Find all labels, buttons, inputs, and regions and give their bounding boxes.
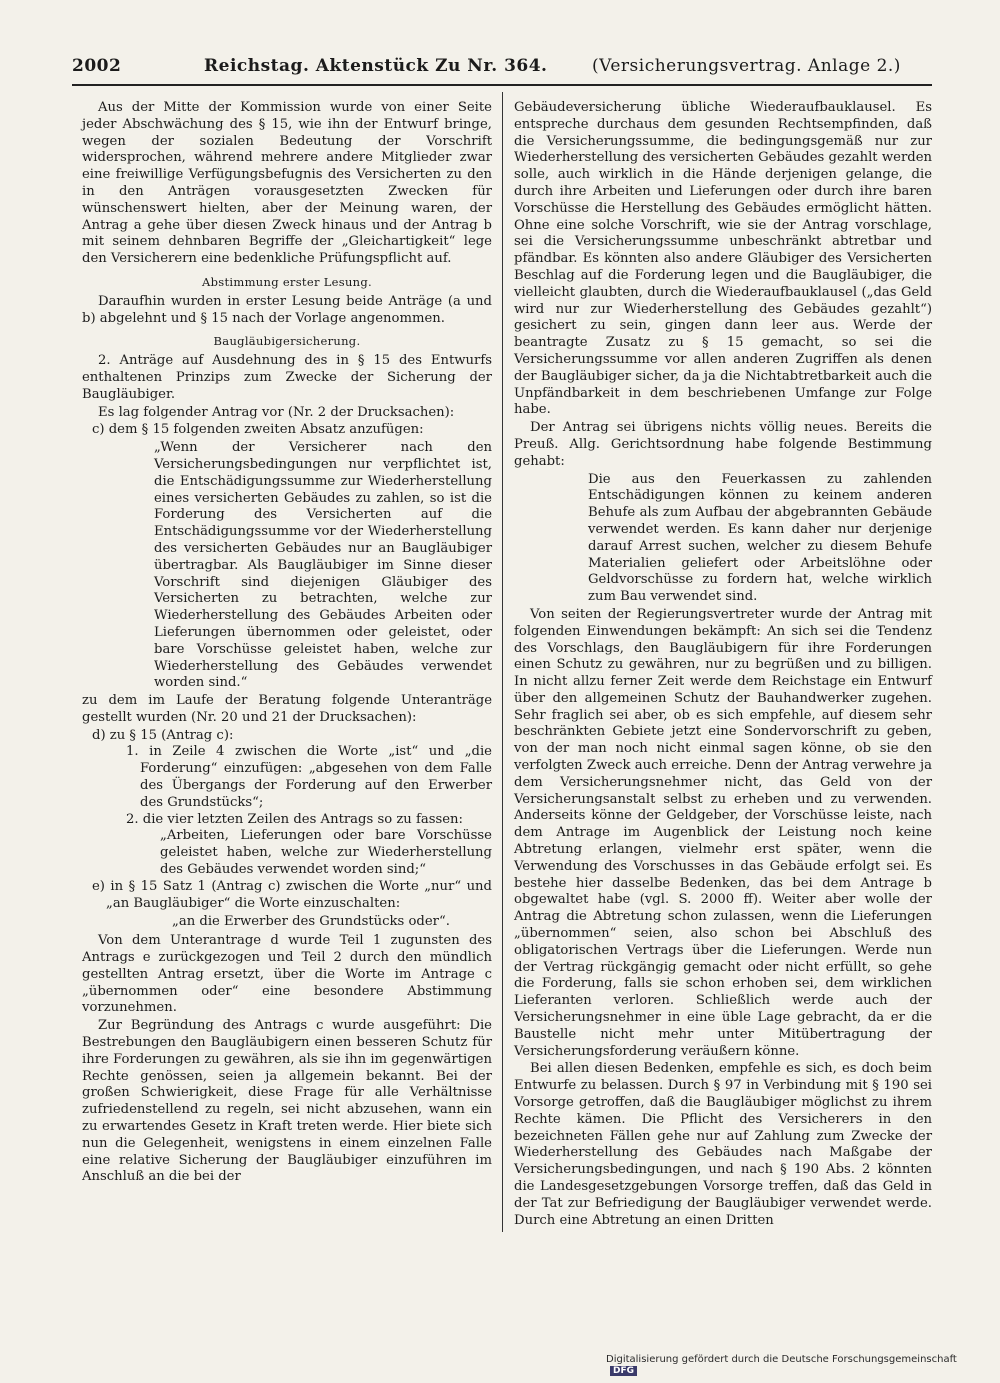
- header-rule: [72, 84, 932, 86]
- paragraph: Daraufhin wurden in erster Lesung beide Anträge (a und b) abgelehnt und § 15 nach der Vorlage angenommen.: [82, 293, 492, 326]
- paragraph: Aus der Mitte der Kommission wurde von einer Seite jeder Abschwächung des § 15, wie ihn der Entwurf bringe, wegen der sozialen Bedeutung der Vorschrift widersprochen, während mehrere andere Mitglieder zwar eine freiwillige Verfügungsbefugnis des Versicherten zu den in den Anträgen vorausgesetzten Zwecken für wünschenswert hielten, aber der Meinung waren, der Antrag a gehe über diesen Zweck hinaus und der Antrag b mit seinem dehnbaren Begriffe der „Gleichartigkeit“ lege den Versicherern eine bedenkliche Prüfungspflicht auf.: [82, 100, 492, 267]
- column-divider: [502, 92, 503, 1232]
- paragraph: Zur Begründung des Antrags c wurde ausgeführt: Die Bestrebungen den Baugläubigern einen besseren Schutz für ihre Forderungen zu gewähren, als sie ihn im gegenwärtigen Rechte genössen, seien ja allgemein bekannt. Bei der großen Schwierigkeit, diese Frage für alle Verhältnisse zufriedenstellend zu regeln, sei nicht abzusehen, wann ein zu erwartendes Gesetz in Kraft treten werde. Hier biete sich nun die Gelegenheit, wenigstens in einem einzelnen Falle eine relative Sicherung der Baugläubiger einzuführen im Anschluß an die bei der: [82, 1018, 492, 1185]
- section-heading: Baugläubigersicherung.: [213, 334, 361, 349]
- right-column: [514, 100, 932, 1230]
- section-heading: Abstimmung erster Lesung.: [202, 274, 372, 289]
- paragraph: Von dem Unterantrage d wurde Teil 1 zugunsten des Antrags e zurückgezogen und Teil 2 durch den mündlich gestellten Antrag ersetzt, über die Worte im Antrage c „übernommen oder“ eine besondere Abstimmung vorzunehmen.: [82, 933, 492, 1016]
- footer-credit: [606, 1354, 986, 1376]
- left-column: [82, 100, 492, 1187]
- motion-item: c) dem § 15 folgenden zweiten Absatz anzufügen:: [92, 422, 424, 438]
- header-subtitle: (Versicherungsvertrag. Anlage 2.): [592, 56, 901, 76]
- motion-item: e) in § 15 Satz 1 (Antrag c) zwischen die Worte „nur“ und „an Baugläubiger“ die Worte einzuschalten:: [92, 878, 492, 911]
- quoted-motion: „Wenn der Versicherer nach den Versicherungsbedingungen nur verpflichtet ist, die Entschädigungssumme zur Wiederherstellung eines versicherten Gebäudes zu zahlen, so ist die Forderung des Versicherten auf die Entschädigungssumme vor der Wiederherstellung des versicherten Gebäudes nur an Baugläubiger übertragbar. Als Baugläubiger im Sinne dieser Vorschrift sind diejenigen Gläubiger des Versicherten zu betrachten, welche zur Wiederherstellung des Gebäudes Arbeiten oder Lieferungen übernommen oder geleistet, oder bare Vorschüsse geleistet haben, welche zur Wiederherstellung des Gebäudes verwendet worden sind.“: [154, 440, 492, 691]
- paragraph: 2. Anträge auf Ausdehnung des in § 15 des Entwurfs enthaltenen Prinzips zum Zwecke der Sicherung der Baugläubiger.: [82, 353, 492, 402]
- page-header: [72, 56, 932, 84]
- dfg-logo: DFG: [610, 1366, 637, 1376]
- paragraph: Es lag folgender Antrag vor (Nr. 2 der Drucksachen):: [98, 404, 455, 420]
- paragraph: Gebäudeversicherung übliche Wiederaufbauklausel. Es entspreche durchaus dem gesunden Rechtsempfinden, daß die Versicherungssumme, die bedingungsgemäß nur zur Wiederherstellung des versicherten Gebäudes gezahlt werden solle, auch wirklich in die Hände derjenigen gelange, die durch ihre Arbeiten und Lieferungen oder durch ihre baren Vorschüsse die Herstellung des Gebäudes ermöglicht hätten. Ohne eine solche Vorschrift, wie sie der Antrag vorschlage, sei die Versicherungssumme unbeschränkt abtretbar und pfändbar. Es könnten also andere Gläubiger des Versicherten Beschlag auf die Forderung legen und die Baugläubiger, die vielleicht glaubten, durch die Wiederaufbauklausel („das Geld wird nur zur Wiederherstellung des Gebäudes gezahlt“) gesichert zu sein, gingen dann leer aus. Werde der beantragte Zusatz zu § 15 gemacht, so sei die Versicherungssumme vor allen anderen Zugriffen als denen der Baugläubiger sicher, da ja die Nichtabtretbarkeit auch die Unpfändbarkeit in dem beschriebenen Umfange zur Folge habe.: [514, 100, 932, 418]
- paragraph: zu dem im Laufe der Beratung folgende Unteranträge gestellt wurden (Nr. 20 und 21 der Drucksachen):: [82, 693, 492, 725]
- motion-item: d) zu § 15 (Antrag c):: [92, 727, 234, 743]
- sub-item: 2. die vier letzten Zeilen des Antrags so zu fassen:: [126, 811, 463, 827]
- quoted-regulation: Die aus den Feuerkassen zu zahlenden Entschädigungen können zu keinem anderen Behufe als zum Aufbau der abgebrannten Gebäude verwendet werden. Es kann daher nur derjenige darauf Arrest suchen, welcher zu diesem Behufe Materialien geliefert oder Arbeitslöhne oder Geldvorschüsse zu fordern hat, welche wirklich zum Bau verwendet sind.: [588, 471, 932, 605]
- sub-item: 1. in Zeile 4 zwischen die Worte „ist“ und „die Forderung“ einzufügen: „abgesehen von dem Falle des Übergangs der Forderung auf den Erwerber des Grundstücks“;: [126, 744, 492, 810]
- page-number: 2002: [72, 56, 122, 76]
- header-title: Reichstag. Aktenstück Zu Nr. 364.: [204, 56, 548, 76]
- quoted-text: „Arbeiten, Lieferungen oder bare Vorschüsse geleistet haben, welche zur Wiederherstellung des Gebäudes verwendet worden sind;“: [160, 828, 492, 878]
- paragraph: Der Antrag sei übrigens nichts völlig neues. Bereits die Preuß. Allg. Gerichtsordnung habe folgende Bestimmung gehabt:: [514, 420, 932, 469]
- paragraph: Bei allen diesen Bedenken, empfehle es sich, es doch beim Entwurfe zu belassen. Durch § 97 in Verbindung mit § 190 sei Vorsorge getroffen, daß die Baugläubiger möglichst zu ihrem Rechte kämen. Die Pflicht des Versicherers in den bezeichneten Fällen gehe nur auf Zahlung zum Zwecke der Wiederherstellung des Gebäudes nach Maßgabe der Versicherungsbedingungen, und nach § 190 Abs. 2 könnten die Landesgesetzgebungen Vorsorge treffen, daß das Geld in der Tat zur Befriedigung der Baugläubiger verwendet werde. Durch eine Abtretung an einen Dritten: [514, 1061, 932, 1228]
- footer-text: Digitalisierung gefördert durch die Deutsche Forschungsgemeinschaft: [606, 1354, 957, 1365]
- quoted-text: „an die Erwerber des Grundstücks oder“.: [172, 914, 450, 930]
- paragraph: Von seiten der Regierungsvertreter wurde der Antrag mit folgenden Einwendungen bekämpft: An sich sei die Tendenz des Vorschlags, den Baugläubigern für ihre Forderungen einen Schutz zu gewähren, nur zu begrüßen und zu billigen. In nicht allzu ferner Zeit werde dem Reichstage ein Entwurf über den allgemeinen Schutz der Bauhandwerker zugehen. Sehr fraglich sei aber, ob es sich empfehle, auf diesem sehr beschränkten Gebiete jetzt eine Sondervorschrift zu geben, von der man noch nicht einmal sagen könne, ob sie den verfolgten Zweck auch erreiche. Denn der Antrag verwehre ja dem Versicherungsnehmer nicht, das Geld von der Versicherungsanstalt selbst zu erheben und zu verwenden. Anderseits könne der Geldgeber, der Vorschüsse leiste, nach dem Antrage im Augenblick der Leistung noch keine Abtretung erlangen, vielmehr erst später, wenn die Verwendung des Vorschusses in das Gebäude erfolgt sei. Es bestehe hier dasselbe Bedenken, das bei dem Antrage b obgewaltet habe (vgl. S. 2000 ff). Weiter aber wolle der Antrag die Abtretung schon zulassen, wenn die Lieferungen „übernommen“ seien, also schon bei Abschluß des obligatorischen Vertrags über die Lieferungen. Werde nun der Vertrag rückgängig gemacht oder nicht erfüllt, so gehe die Forderung, falls sie schon erhoben sei, dem wirklichen Lieferanten verloren. Schließlich werde auch der Versicherungsnehmer in eine üble Lage gebracht, da er die Baustelle nicht mehr unter Mitübertragung der Versicherungsforderung veräußern könne.: [514, 606, 932, 1059]
